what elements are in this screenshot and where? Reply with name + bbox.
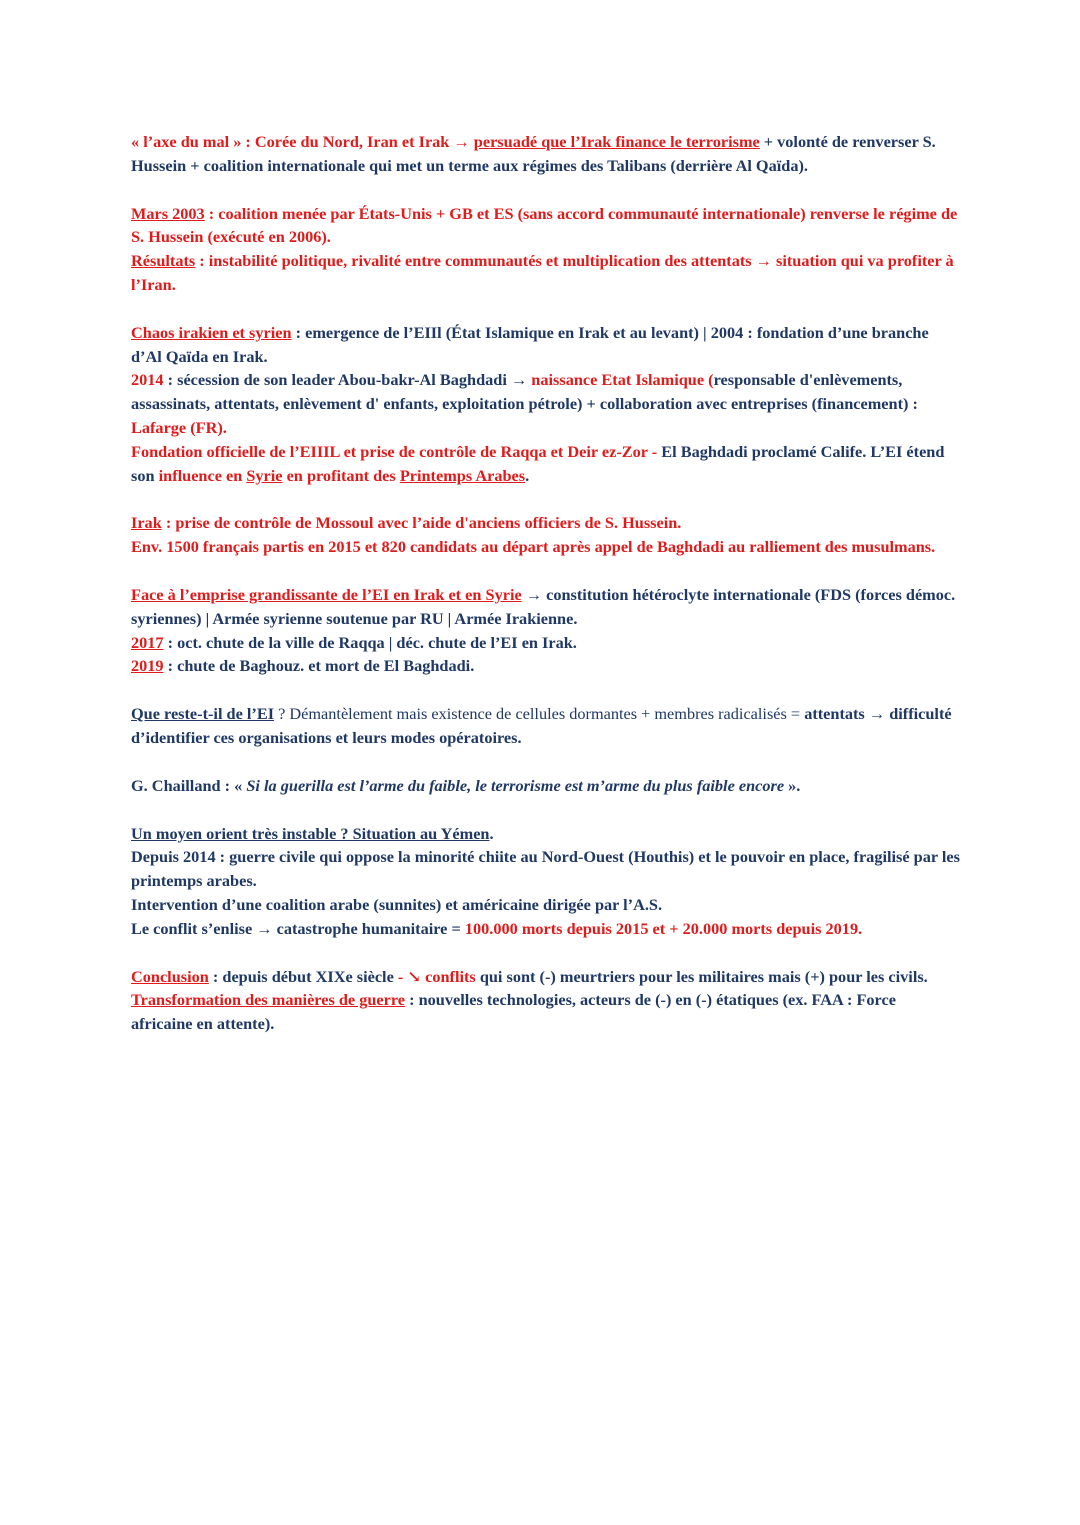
text-irak-finance: persuadé que l’Irak finance le terrorisme — [473, 132, 760, 151]
text-en-profitant: en profitant des — [282, 465, 400, 485]
text-naissance-ei: naissance Etat Islamique — [531, 370, 705, 390]
text-demantelement: ? Démantèlement mais existence de cellules dormantes + membres radicalisés = — [274, 704, 805, 724]
text-francais-partis: Env. 1500 français partis en 2015 et 820 candidats au départ après appel de Baghdadi au ralliement des musulmans. — [131, 537, 936, 557]
paragraph-face-emprise — [131, 583, 961, 678]
text-chailland: G. Chailland : « — [131, 775, 247, 795]
text-calife: El Baghdadi proclamé Calife. L’EI étend son — [131, 441, 945, 485]
heading-2017: 2017 — [131, 632, 164, 652]
text-technologies: : nouvelles technologies, acteurs de (-) en (-) étatiques (ex. FAA : Force africaine en attente). — [131, 990, 896, 1034]
text-axe-du-mal: « l’axe du mal » : Corée du Nord, Iran et Irak → — [131, 132, 474, 151]
text-morts: 100.000 morts depuis 2015 et + 20.000 morts depuis 2019. — [464, 918, 863, 938]
text-2017: : oct. chute de la ville de Raqqa | déc. chute de l’EI en Irak. — [163, 632, 577, 652]
text-paren: ( — [704, 370, 714, 390]
text-volonte-renverser: + volonté de renverser S. Hussein + coalition internationale qui met un terme aux régimes des Talibans (derrière Al Qaïda). — [131, 132, 936, 175]
heading-transformation: Transformation des manières de guerre — [131, 990, 406, 1010]
text-mossoul: : prise de contrôle de Mossoul avec l’aide d'anciens officiers de S. Hussein. — [161, 513, 682, 533]
text-conflit: Le conflit s’enlise → catastrophe humanitaire = — [131, 918, 465, 938]
text-printemps-arabes: Printemps Arabes — [399, 465, 526, 485]
text-emergence-eiil: : emergence de l’EIIl (État Islamique en Irak et au levant) | 2004 : fondation d’une branche d’Al Qaïda en Irak. — [131, 322, 929, 366]
heading-chaos: Chaos irakien et syrien — [131, 322, 292, 342]
paragraph-axe-du-mal — [131, 130, 961, 178]
text-meurtriers: qui sont (-) meurtriers pour les militaires mais (+) pour les civils. — [475, 966, 928, 986]
text-responsable: responsable d'enlèvements, assassinats, attentats, enlèvement d' enfants, exploitation pétrole) + collaboration avec entreprises (financement) : — [131, 370, 918, 414]
heading-face-emprise: Face à l’emprise grandissante de l’EI en Irak et en Syrie — [131, 584, 522, 604]
text-2014: 2014 — [131, 370, 164, 390]
text-attentats: attentats — [804, 704, 865, 724]
text-yemen-period: . — [489, 823, 494, 843]
paragraph-chaos — [131, 321, 961, 488]
text-syrie: Syrie — [246, 465, 283, 485]
quote-chailland: Si la guerilla est l’arme du faible, le terrorisme est m’arme du plus faible encore — [246, 775, 785, 795]
heading-conclusion: Conclusion — [131, 966, 209, 986]
document-page — [131, 130, 961, 1060]
heading-2019: 2019 — [131, 656, 164, 676]
heading-resultats: Résultats — [131, 251, 196, 271]
heading-yemen: Un moyen orient très instable ? Situation au Yémen — [131, 823, 490, 843]
text-fondation: Fondation officielle de l’EIIIL et prise de contrôle de Raqqa et Deir ez-Zor - — [131, 441, 662, 461]
paragraph-chailland — [131, 774, 961, 798]
heading-irak: Irak — [131, 513, 162, 533]
paragraph-yemen — [131, 822, 961, 941]
text-quote-end: ». — [784, 775, 801, 795]
text-constitution: → constitution hétéroclyte internationale (FDS (forces démoc. syriennes) | Armée syrienne soutenue par RU | Armée Irakienne. — [131, 584, 956, 628]
heading-mars-2003: Mars 2003 — [131, 203, 205, 223]
text-influence: influence en — [158, 465, 247, 485]
paragraph-mars-2003 — [131, 202, 961, 297]
text-difficulte: → difficulté d’identifier ces organisations et leurs modes opératoires. — [131, 704, 952, 747]
text-guerre-civile: Depuis 2014 : guerre civile qui oppose la minorité chiite au Nord-Ouest (Houthis) et le pouvoir en place, fragilisé par les printemps arabes. — [131, 847, 960, 891]
heading-reste-ei: Que reste-t-il de l’EI — [131, 704, 275, 724]
text-period: . — [525, 465, 530, 485]
paragraph-irak — [131, 511, 961, 559]
text-intervention: Intervention d’une coalition arabe (sunnites) et américaine dirigée par l’A.S. — [131, 894, 663, 914]
paragraph-conclusion — [131, 965, 961, 1036]
text-resultats: : instabilité politique, rivalité entre communautés et multiplication des attentats → situation qui va profiter à l’Iran. — [131, 251, 954, 294]
text-coalition: : coalition menée par États-Unis + GB et ES (sans accord communauté internationale) renverse le régime de S. Hussein (exécuté en 2006). — [131, 203, 958, 247]
paragraph-reste-ei — [131, 702, 961, 750]
text-lafarge: Lafarge (FR). — [131, 417, 227, 437]
text-secession: : sécession de son leader Abou-bakr-Al Baghdadi → — [163, 370, 532, 390]
text-conflits: - ↘ conflits — [397, 966, 476, 986]
text-2019: : chute de Baghouz. et mort de El Baghdadi. — [163, 656, 475, 676]
text-depuis-debut: : depuis début XIXe siècle — [208, 966, 398, 986]
